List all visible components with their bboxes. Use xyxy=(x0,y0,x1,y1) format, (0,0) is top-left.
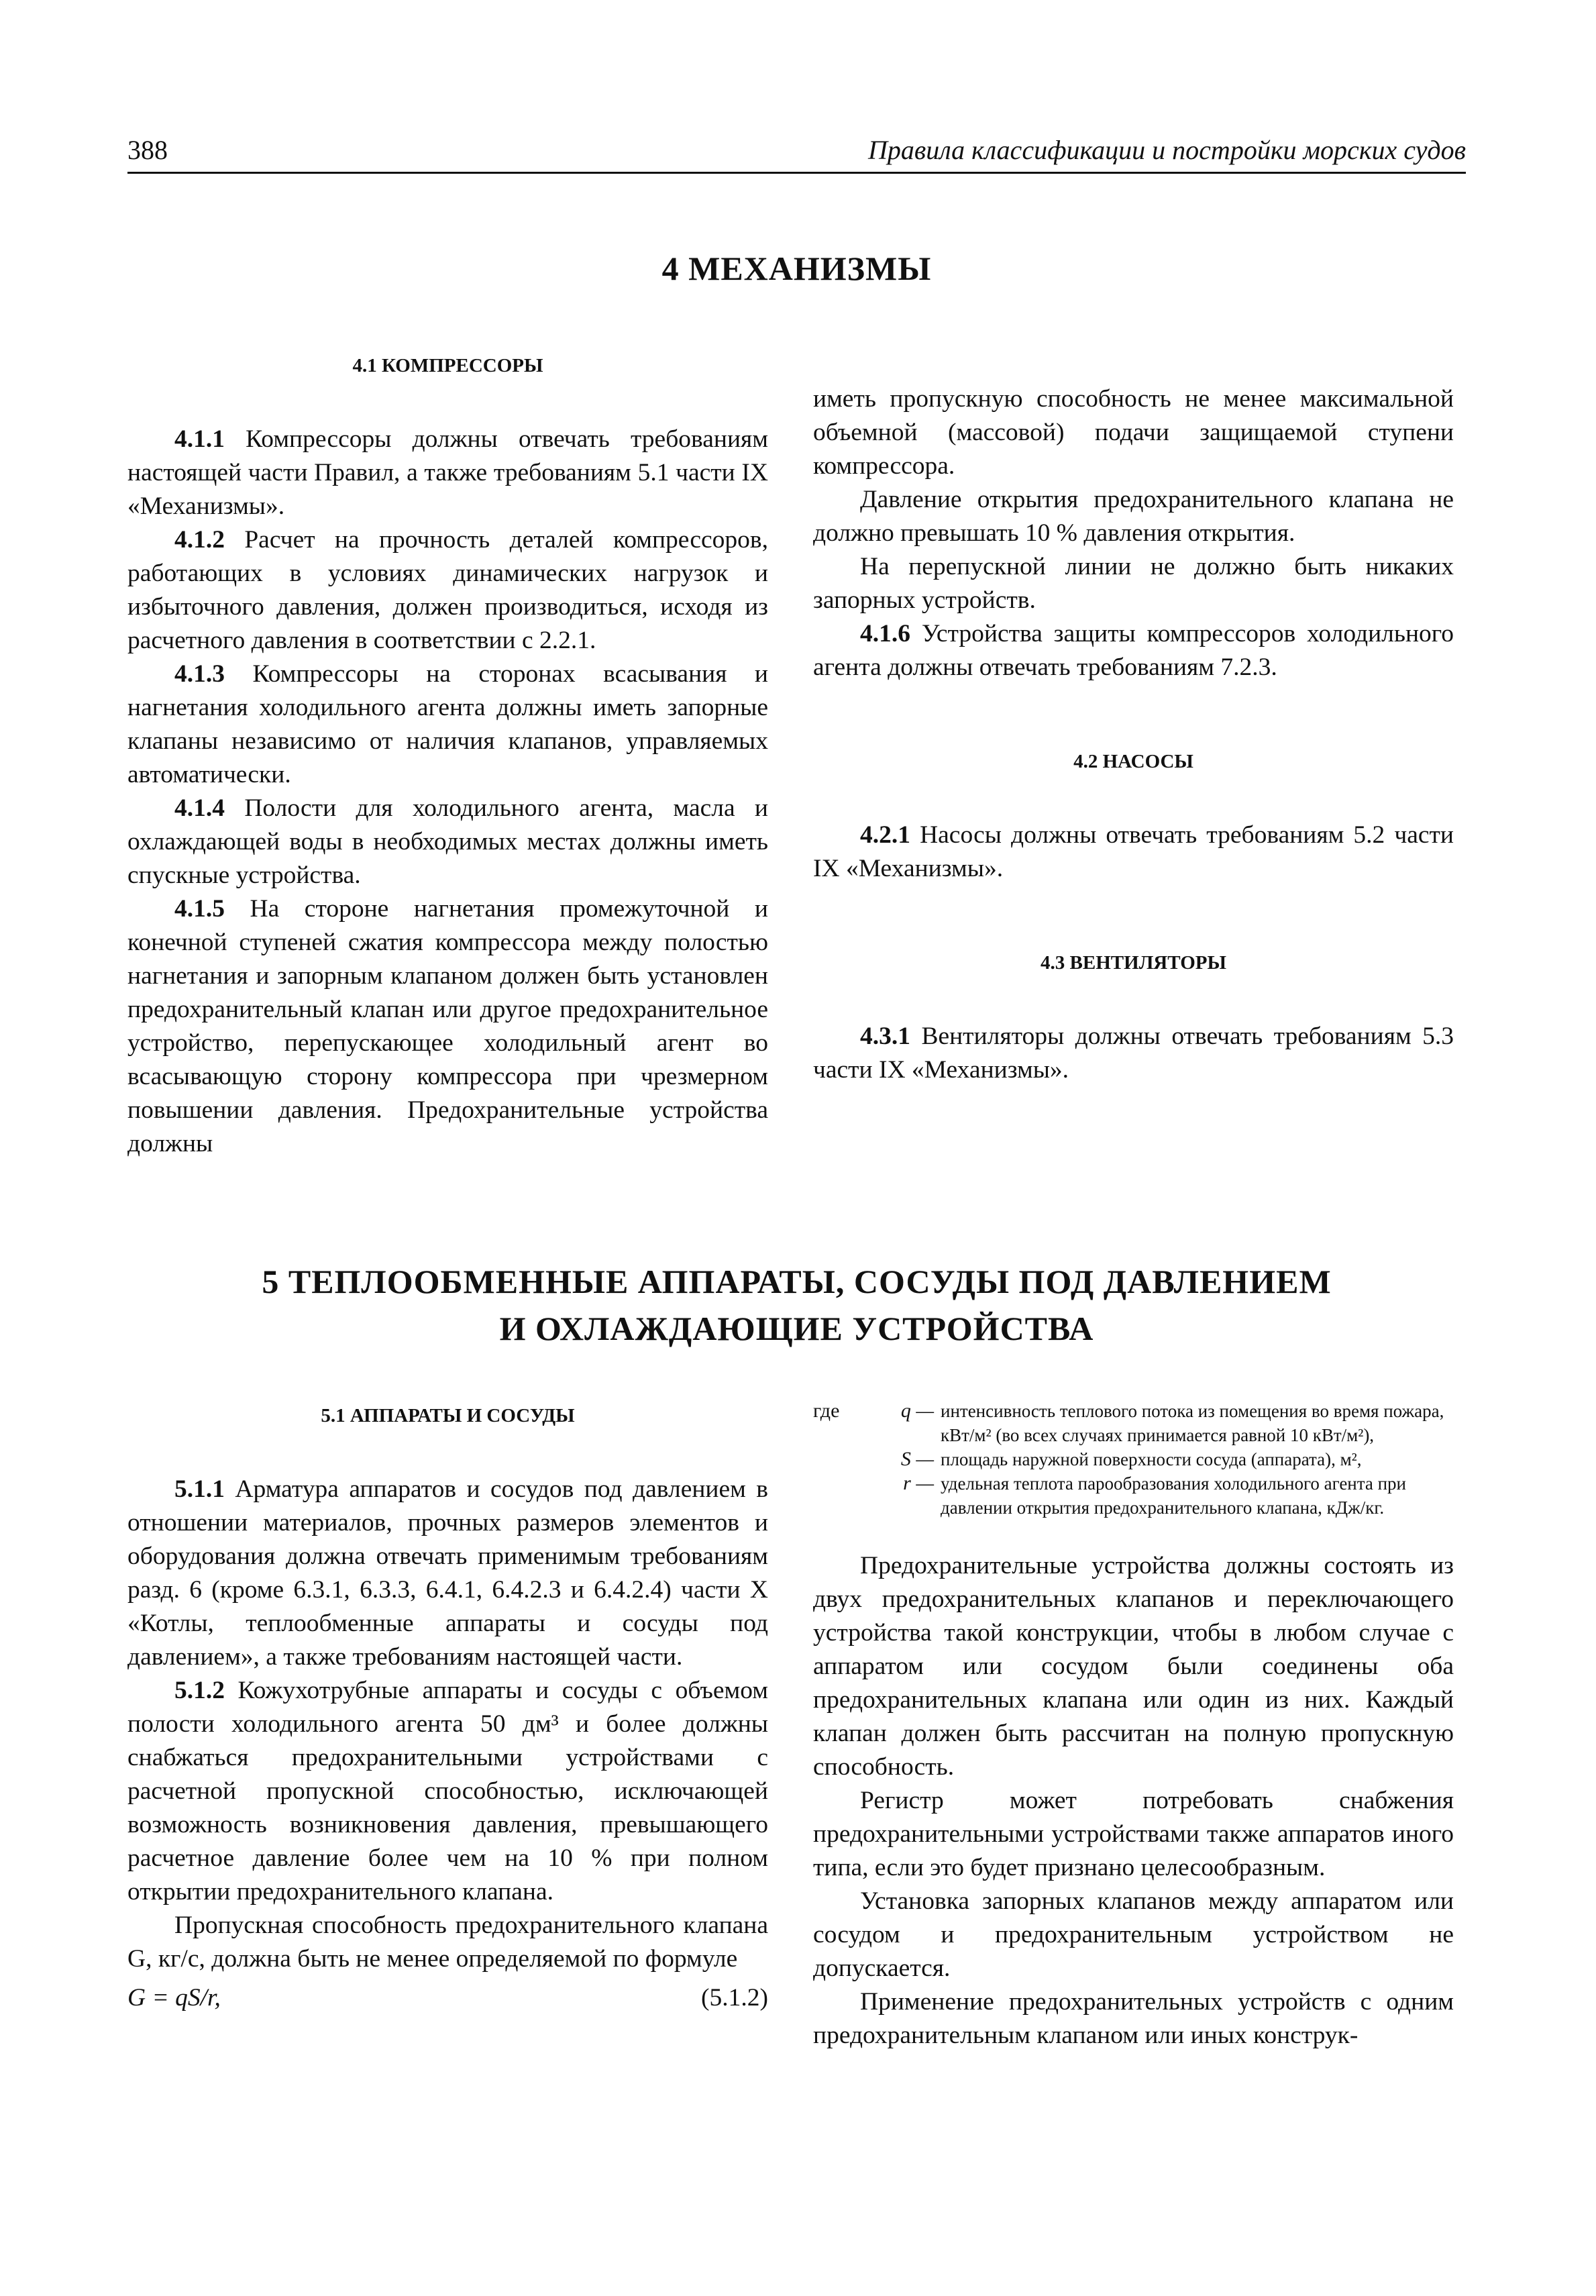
left-column-chapter-4 xyxy=(127,349,768,1161)
page-number: 388 xyxy=(127,135,168,165)
right-column-chapter-5 xyxy=(813,1399,1454,2052)
paragraph-4-3-1: 4.3.1 Вентиляторы должны отвечать требованиям 5.3 части IX «Механизмы». xyxy=(813,1023,1454,1084)
paragraph-5-1-2: 5.1.2 Кожухотрубные аппараты и сосуды с объемом полости холодильного агента 50 дм³ и более должны снабжаться предохранительными устройствами с расчетной пропускной способностью, исключающей возможность возникновения давления, превышающего расчетное давление более чем на 10 % при полном открытии предохранительного клапана. xyxy=(127,1677,768,1906)
paragraph-shutoff-valves: Установка запорных клапанов между аппаратом или сосудом и предохранительным устройством не допускается. xyxy=(813,1887,1454,1982)
left-column-chapter-5 xyxy=(127,1399,768,2015)
legend-symbol-q: q — xyxy=(900,1400,934,1422)
chapter-5-title-line-1: 5 ТЕПЛООБМЕННЫЕ АППАРАТЫ, СОСУДЫ ПОД ДАВЛЕНИЕМ xyxy=(262,1263,1332,1300)
paragraph-4-1-5: 4.1.5 На стороне нагнетания промежуточной и конечной ступеней сжатия компрессора между полостью нагнетания и запорным клапаном должен быть установлен предохранительный клапан или другое предохранительное устройство, перепускающее холодильный агент во всасывающую сторону компрессора при чрезмерном повышении давления. Предохранительные устройства должны xyxy=(127,895,768,1157)
paragraph-bypass-line: На перепускной линии не должно быть никаких запорных устройств. xyxy=(813,553,1454,614)
formula-expression: G = qS/r, xyxy=(127,1984,221,2012)
section-4-3-title: 4.3 ВЕНТИЛЯТОРЫ xyxy=(1041,952,1226,974)
paragraph-4-1-4: 4.1.4 Полости для холодильного агента, масла и охлаждающей воды в необходимых местах должны иметь спускные устройства. xyxy=(127,794,768,889)
legend-symbol-s: S — xyxy=(900,1448,934,1470)
legend-desc-s: площадь наружной поверхности сосуда (аппарата), м², xyxy=(941,1449,1362,1469)
formula-legend xyxy=(813,1399,1454,1520)
chapter-5-title-line-2: И ОХЛАЖДАЮЩИЕ УСТРОЙСТВА xyxy=(499,1310,1094,1347)
legend-desc-r: удельная теплота парообразования холодильного агента при давлении открытия предохранительного клапана, кДж/кг. xyxy=(941,1473,1407,1518)
paragraph-5-1-1: 5.1.1 Арматура аппаратов и сосудов под давлением в отношении материалов, прочных размеров элементов и оборудования должна отвечать применимым требованиям разд. 6 (кроме 6.3.1, 6.3.3, 6.4.1, 6.4.2.3 и 6.4.2.4) части X «Котлы, теплообменные аппараты и сосуды под давлением», а также требованиям настоящей части. xyxy=(127,1475,768,1671)
book-title: Правила классификации и постройки морских судов xyxy=(867,135,1466,165)
paragraph-opening-pressure: Давление открытия предохранительного клапана не должно превышать 10 % давления открытия. xyxy=(813,486,1454,547)
paragraph-4-1-1: 4.1.1 Компрессоры должны отвечать требованиям настоящей части Правил, а также требованиям 5.1 части IX «Механизмы». xyxy=(127,425,768,520)
legend-symbol-r: r — xyxy=(903,1472,934,1494)
paragraph-register: Регистр может потребовать снабжения предохранительными устройствами также аппаратов иного типа, если это будет признано целесообразным. xyxy=(813,1787,1454,1881)
paragraph-4-1-6: 4.1.6 Устройства защиты компрессоров холодильного агента должны отвечать требованиям 7.2.3. xyxy=(813,620,1454,681)
paragraph-safety-devices: Предохранительные устройства должны состоять из двух предохранительных клапанов и переключающего устройства такой конструкции, чтобы в любом случае с аппаратом или сосудом были соединены оба предохранительных клапана или один из них. Каждый клапан должен быть рассчитан на полную пропускную способность. xyxy=(813,1552,1454,1781)
formula-5-1-2 xyxy=(127,1981,768,2015)
section-4-1-title: 4.1 КОМПРЕССОРЫ xyxy=(352,355,543,376)
chapter-4-title: 4 МЕХАНИЗМЫ xyxy=(661,250,932,287)
paragraph-4-1-5-continuation: иметь пропускную способность не менее максимальной объемной (массовой) подачи защищаемой ступени компрессора. xyxy=(813,385,1454,480)
right-column-chapter-4 xyxy=(813,382,1454,1087)
formula-number: (5.1.2) xyxy=(701,1984,768,2012)
paragraph-4-2-1: 4.2.1 Насосы должны отвечать требованиям 5.2 части IX «Механизмы». xyxy=(813,821,1454,882)
section-5-1-title: 5.1 АППАРАТЫ И СОСУДЫ xyxy=(321,1405,575,1426)
paragraph-capacity: Пропускная способность предохранительного клапана G, кг/с, должна быть не менее определяемой по формуле xyxy=(127,1912,768,1973)
running-header xyxy=(127,134,1466,174)
paragraph-single-valve: Применение предохранительных устройств с одним предохранительным клапаном или иных конструк- xyxy=(813,1988,1454,2049)
paragraph-4-1-3: 4.1.3 Компрессоры на сторонах всасывания и нагнетания холодильного агента должны иметь запорные клапаны независимо от наличия клапанов, управляемых автоматически. xyxy=(127,660,768,788)
chapter-5-title xyxy=(127,1258,1466,1352)
legend-desc-q: интенсивность теплового потока из помещения во время пожара, кВт/м² (во всех случаях принимается равной 10 кВт/м²), xyxy=(941,1401,1444,1445)
section-4-2-title: 4.2 НАСОСЫ xyxy=(1073,751,1193,772)
where-word: где xyxy=(813,1400,840,1422)
paragraph-4-1-2: 4.1.2 Расчет на прочность деталей компрессоров, работающих в условиях динамических нагрузок и избыточного давления, должен производиться, исходя из расчетного давления в соответствии с 2.2.1. xyxy=(127,526,768,654)
